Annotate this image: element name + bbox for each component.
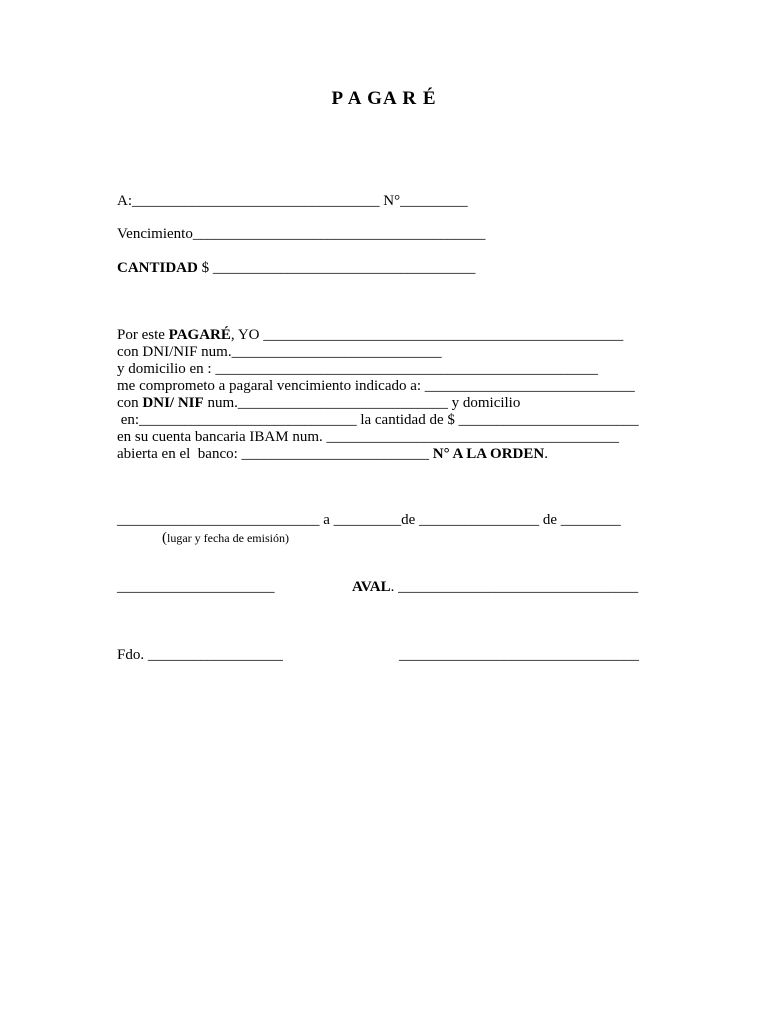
- caption-text: lugar y fecha de emisión): [167, 531, 289, 545]
- due-date-line: Vencimiento_______________________________________: [117, 226, 486, 242]
- recipient-line: A:_________________________________ N°_________: [117, 193, 468, 209]
- paragraph-line-3: y domicilio en : ___________________________________________________: [117, 361, 598, 377]
- paragraph-line-7: en su cuenta bancaria IBAM num. _______________________________________: [117, 429, 620, 445]
- paragraph-line-1: [117, 327, 623, 344]
- paragraph-text: abierta en el banco: _________________________: [117, 446, 433, 462]
- guarantee-line: [352, 579, 638, 596]
- amount-line: [117, 260, 475, 277]
- document-title: P A GA R É: [331, 88, 437, 109]
- pagare-keyword: PAGARÉ: [168, 327, 231, 343]
- dni-nif-keyword: DNI/ NIF: [142, 395, 204, 411]
- paragraph-text: con: [117, 395, 143, 411]
- order-keyword: N° A LA ORDEN: [432, 446, 545, 462]
- paragraph-line-8: [117, 446, 548, 463]
- place-date-line: ___________________________ a _________de ________________ de ________: [117, 512, 621, 528]
- place-date-caption: [162, 530, 289, 547]
- guarantee-signature-line: _____________________: [117, 579, 275, 595]
- paragraph-text: .: [544, 446, 548, 462]
- paragraph-line-5: [117, 395, 520, 412]
- paragraph-text: num.____________________________ y domicilio: [203, 395, 521, 411]
- signature-line-right: ________________________________: [399, 647, 639, 663]
- paragraph-line-6: en:_____________________________ la cantidad de $ ________________________: [117, 412, 639, 428]
- aval-label: AVAL: [352, 579, 391, 595]
- caption-paren: (: [162, 530, 167, 546]
- paragraph-line-4: me comprometo a pagaral vencimiento indicado a: ____________________________: [117, 378, 635, 394]
- amount-field: $ ___________________________________: [197, 260, 476, 276]
- aval-field: . ________________________________: [390, 579, 639, 595]
- paragraph-text: Por este: [117, 327, 169, 343]
- paragraph-text: , YO ________________________________________________: [230, 327, 624, 343]
- signature-line-left: Fdo. __________________: [117, 647, 283, 663]
- amount-label: CANTIDAD: [117, 260, 198, 276]
- paragraph-line-2: con DNI/NIF num.____________________________: [117, 344, 442, 360]
